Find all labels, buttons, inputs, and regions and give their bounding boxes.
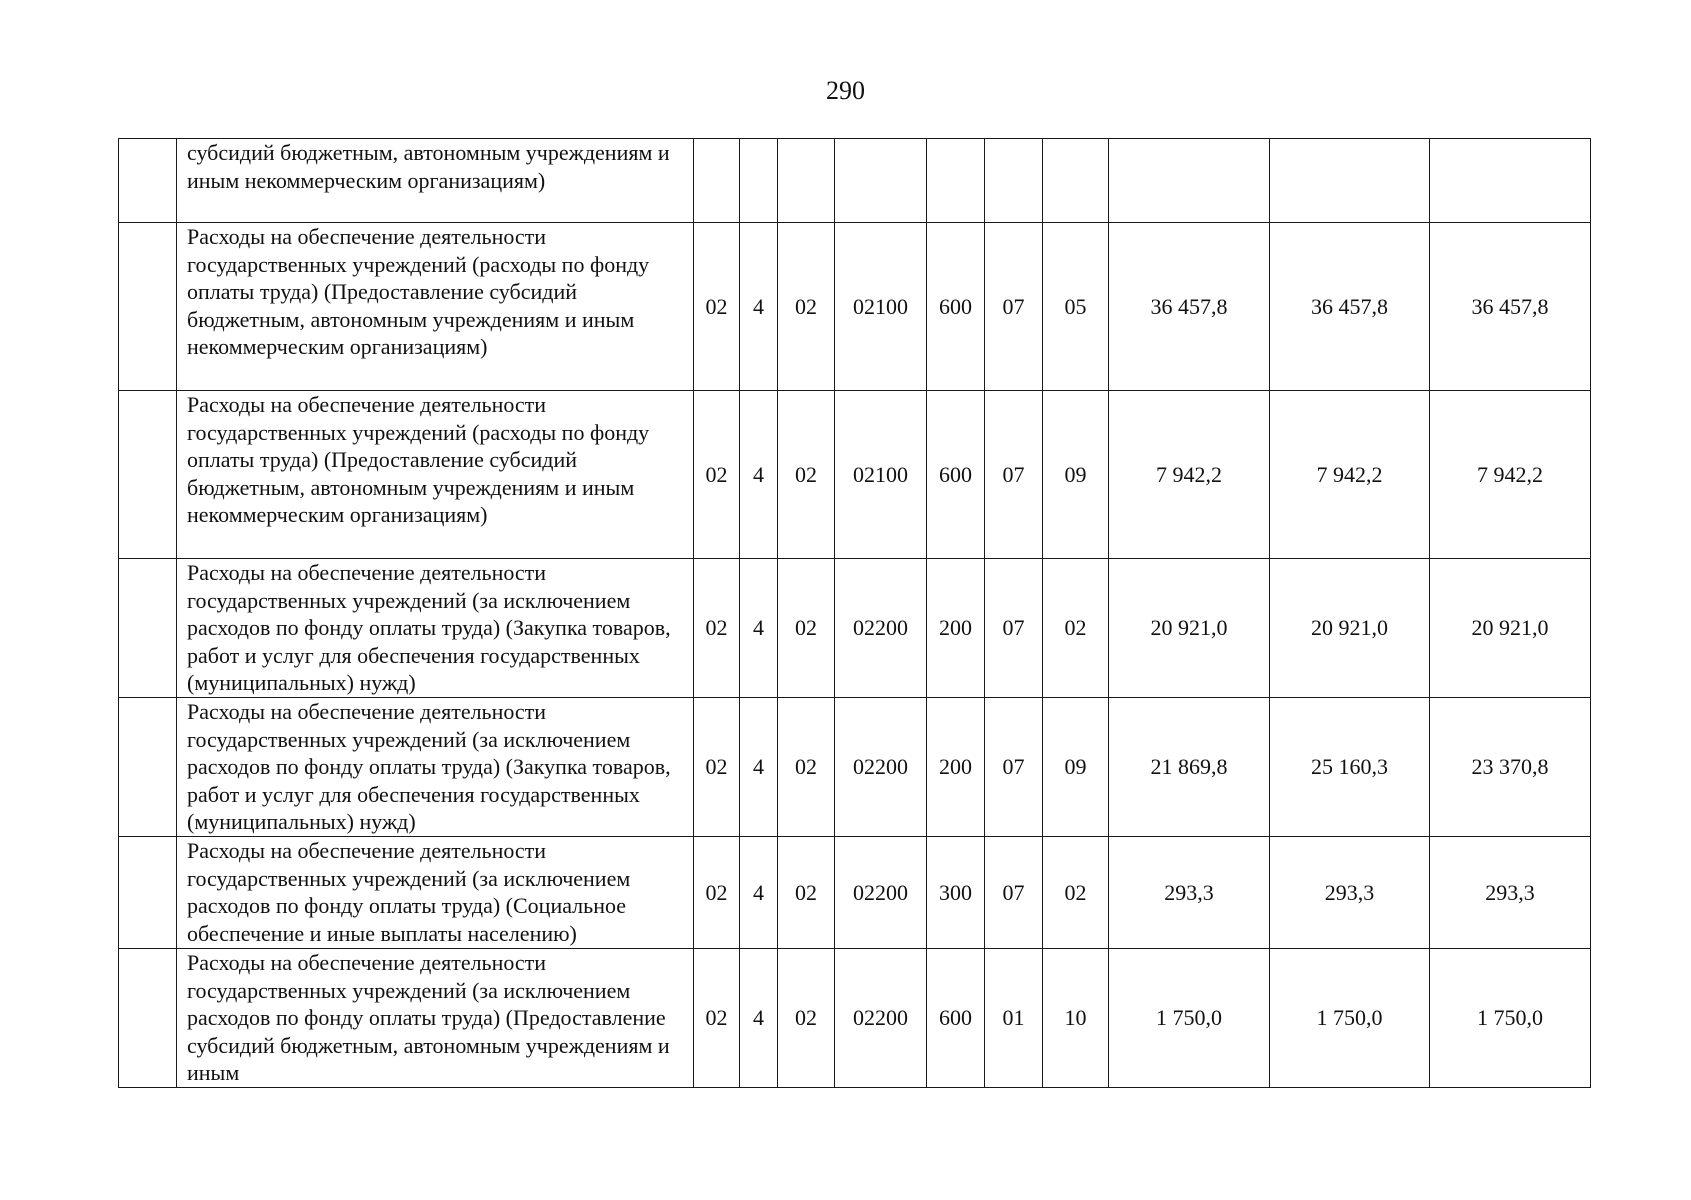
code-cell: 02 [778,698,835,837]
description-cell: Расходы на обеспечение деятельности государственных учреждений (за исключением расходов по фонду оплаты труда) (Предоставление субсидий бюджетным, автономным учреждениям и иным [177,949,694,1088]
table-row [119,559,1591,698]
amount-cell: 7 942,2 [1430,391,1591,559]
code-cell: 4 [740,391,778,559]
code-cell: 4 [740,223,778,391]
page-number: 290 [826,76,865,105]
amount-cell: 36 457,8 [1109,223,1270,391]
amount-cell: 20 921,0 [1430,559,1591,698]
code-cell: 02 [778,391,835,559]
code-cell: 02200 [835,559,927,698]
amount-cell: 1 750,0 [1270,949,1430,1088]
code-cell: 02 [778,559,835,698]
code-cell: 02 [1043,837,1109,949]
amount-cell: 20 921,0 [1109,559,1270,698]
code-cell: 4 [740,559,778,698]
code-cell [985,139,1043,223]
amount-cell: 1 750,0 [1109,949,1270,1088]
amount-cell: 21 869,8 [1109,698,1270,837]
amount-cell [1270,139,1430,223]
budget-table [118,138,1591,1088]
code-cell: 05 [1043,223,1109,391]
code-cell: 07 [985,391,1043,559]
row-number-cell [119,559,177,698]
table-row [119,949,1591,1088]
code-cell: 02200 [835,698,927,837]
code-cell: 07 [985,698,1043,837]
code-cell: 4 [740,837,778,949]
code-cell: 02 [694,837,740,949]
amount-cell: 1 750,0 [1430,949,1591,1088]
amount-cell: 36 457,8 [1270,223,1430,391]
code-cell: 09 [1043,698,1109,837]
code-cell: 4 [740,949,778,1088]
amount-cell: 23 370,8 [1430,698,1591,837]
code-cell: 02 [778,837,835,949]
amount-cell: 7 942,2 [1109,391,1270,559]
amount-cell: 293,3 [1270,837,1430,949]
code-cell: 200 [927,559,985,698]
code-cell: 01 [985,949,1043,1088]
code-cell [1043,139,1109,223]
code-cell [694,139,740,223]
description-cell: субсидий бюджетным, автономным учреждениям и иным некоммерческим организациям) [177,139,694,223]
amount-cell [1109,139,1270,223]
amount-cell: 293,3 [1109,837,1270,949]
code-cell: 600 [927,391,985,559]
table-row [119,139,1591,223]
code-cell: 02 [694,223,740,391]
code-cell: 300 [927,837,985,949]
amount-cell: 7 942,2 [1270,391,1430,559]
table-row [119,391,1591,559]
code-cell: 02 [694,391,740,559]
amount-cell: 293,3 [1430,837,1591,949]
row-number-cell [119,391,177,559]
amount-cell: 25 160,3 [1270,698,1430,837]
code-cell [835,139,927,223]
table-row [119,837,1591,949]
row-number-cell [119,223,177,391]
code-cell: 07 [985,837,1043,949]
row-number-cell [119,949,177,1088]
code-cell: 02 [778,949,835,1088]
code-cell: 07 [985,223,1043,391]
code-cell [927,139,985,223]
code-cell: 4 [740,698,778,837]
description-cell: Расходы на обеспечение деятельности государственных учреждений (за исключением расходов по фонду оплаты труда) (Социальное обеспечение и иные выплаты населению) [177,837,694,949]
code-cell: 07 [985,559,1043,698]
code-cell: 02200 [835,837,927,949]
amount-cell: 20 921,0 [1270,559,1430,698]
table-row [119,698,1591,837]
code-cell: 02100 [835,223,927,391]
code-cell: 09 [1043,391,1109,559]
description-cell: Расходы на обеспечение деятельности государственных учреждений (за исключением расходов по фонду оплаты труда) (Закупка товаров, работ и услуг для обеспечения государственных (муниципальных) нужд) [177,559,694,698]
row-number-cell [119,698,177,837]
code-cell: 02100 [835,391,927,559]
table-row [119,223,1591,391]
code-cell: 02200 [835,949,927,1088]
code-cell: 600 [927,949,985,1088]
code-cell: 02 [1043,559,1109,698]
amount-cell: 36 457,8 [1430,223,1591,391]
code-cell: 10 [1043,949,1109,1088]
code-cell: 200 [927,698,985,837]
description-cell: Расходы на обеспечение деятельности государственных учреждений (за исключением расходов по фонду оплаты труда) (Закупка товаров, работ и услуг для обеспечения государственных (муниципальных) нужд) [177,698,694,837]
code-cell: 02 [694,698,740,837]
code-cell [740,139,778,223]
code-cell [778,139,835,223]
row-number-cell [119,837,177,949]
description-cell: Расходы на обеспечение деятельности государственных учреждений (расходы по фонду оплаты труда) (Предоставление субсидий бюджетным, автономным учреждениям и иным некоммерческим организациям) [177,223,694,391]
description-cell: Расходы на обеспечение деятельности государственных учреждений (расходы по фонду оплаты труда) (Предоставление субсидий бюджетным, автономным учреждениям и иным некоммерческим организациям) [177,391,694,559]
code-cell: 02 [778,223,835,391]
amount-cell [1430,139,1591,223]
code-cell: 02 [694,559,740,698]
row-number-cell [119,139,177,223]
code-cell: 600 [927,223,985,391]
code-cell: 02 [694,949,740,1088]
